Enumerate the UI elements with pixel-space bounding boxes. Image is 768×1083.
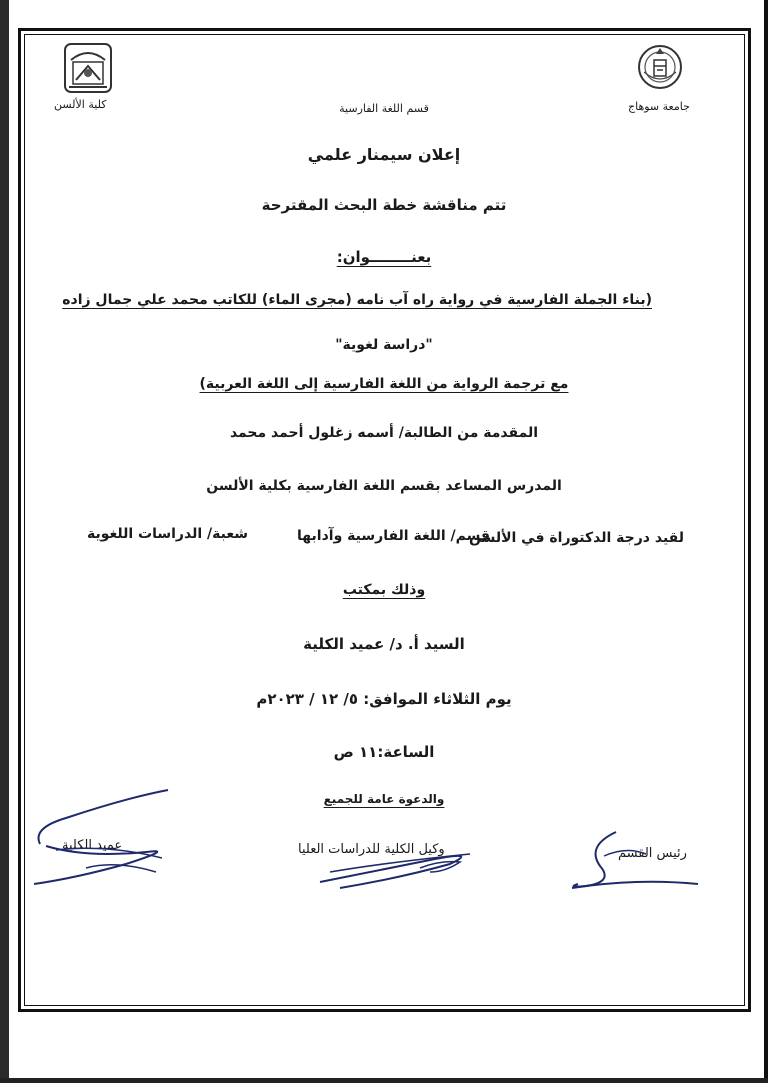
vice-dean-signature <box>310 832 490 892</box>
head-signature-label: رئيس القسم <box>618 846 687 861</box>
dean-signature <box>26 788 176 888</box>
seminar-date: يوم الثلاثاء الموافق: ٥/ ١٢ / ٢٠٢٣م <box>256 690 512 708</box>
venue: السيد أ. د/ عميد الكلية <box>303 635 465 653</box>
announcement-subtitle: تتم مناقشة خطة البحث المقترحة <box>261 196 507 214</box>
department: قسم/ اللغة الفارسية وآدابها <box>297 528 490 544</box>
division: شعبة/ الدراسات اللغوية <box>86 526 248 542</box>
dean-signature-label: عميد الكلية <box>62 838 123 853</box>
vice-dean-signature-label: وكيل الكلية للدراسات العليا <box>298 842 445 857</box>
department-name: قسم اللغة الفارسية <box>339 102 429 115</box>
presenter-position: المدرس المساعد بقسم اللغة الفارسية بكلية الألسن <box>206 478 562 494</box>
research-title-label: بعنــــــــوان: <box>336 248 432 266</box>
seminar-time: الساعة:١١ ص <box>333 743 435 761</box>
announcement-title: إعلان سيمنار علمي <box>307 145 461 164</box>
faculty-name: كلية الألسن <box>54 98 107 111</box>
degree: لقيد درجة الدكتوراة في الألسن <box>468 530 684 546</box>
university-logo <box>636 42 684 92</box>
venue-label: وذلك بمكتب <box>342 582 426 598</box>
presenter: المقدمة من الطالبة/ أسمه زغلول أحمد محمد <box>229 425 539 441</box>
scan-edge-bottom <box>0 1078 768 1083</box>
research-title-line-2: "دراسة لغوية" <box>335 337 433 353</box>
faculty-logo <box>63 42 113 94</box>
research-title-line-1: (بناء الجملة الفارسية في رواية راه آب نامه (مجرى الماء) للكاتب محمد علي جمال زاده <box>62 292 652 308</box>
university-name: جامعة سوهاج <box>628 100 690 113</box>
head-signature <box>566 826 706 894</box>
research-title-line-3: مع ترجمة الرواية من اللغة الفارسية إلى اللغة العربية) <box>199 376 569 392</box>
invitation: والدعوة عامة للجميع <box>323 792 445 806</box>
